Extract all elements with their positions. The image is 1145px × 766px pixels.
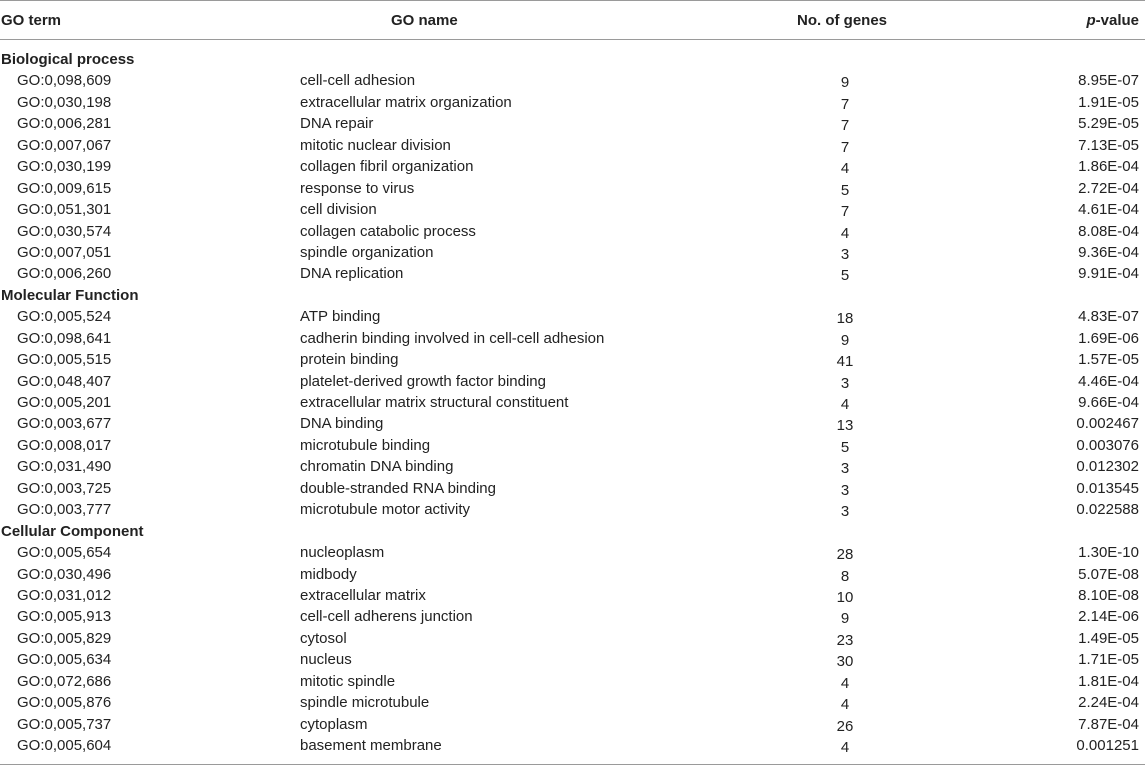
cell-gene-count-value: 8	[840, 567, 850, 585]
cell-go-term: GO:0,003,777	[17, 501, 112, 519]
cell-p-value: 9.36E-04	[1078, 243, 1139, 261]
cell-gene-count-value: 3	[840, 245, 850, 263]
cell-p-value: 8.08E-04	[1078, 222, 1139, 240]
cell-go-name: DNA replication	[300, 265, 404, 283]
header-go-name: GO name	[391, 12, 458, 29]
cell-gene-count-value: 10	[836, 588, 854, 606]
cell-p-value: 7.87E-04	[1078, 715, 1139, 733]
cell-gene-count-value: 7	[840, 203, 850, 221]
cell-gene-count-value: 3	[840, 481, 850, 499]
cell-p-value: 1.30E-10	[1078, 544, 1139, 562]
cell-go-term: GO:0,051,301	[17, 201, 112, 219]
cell-go-term: GO:0,098,609	[17, 72, 112, 90]
section-label: Molecular Function	[1, 286, 139, 304]
cell-go-name: spindle organization	[300, 243, 434, 261]
cell-gene-count-value: 5	[840, 181, 850, 199]
cell-go-term: GO:0,003,677	[17, 415, 112, 433]
cell-p-value: 5.29E-05	[1078, 115, 1139, 133]
cell-p-value: 1.91E-05	[1078, 93, 1139, 111]
cell-gene-count-value: 4	[840, 160, 850, 178]
table-row	[0, 692, 1145, 713]
cell-go-name: cell-cell adhesion	[300, 72, 416, 90]
table-bottom-rule	[0, 764, 1145, 765]
cell-gene-count-value: 9	[840, 74, 850, 92]
cell-go-name: extracellular matrix organization	[300, 93, 512, 111]
header-p-value-italic: p	[1086, 12, 1096, 29]
cell-go-term: GO:0,031,012	[17, 586, 112, 604]
cell-go-term: GO:0,009,615	[17, 179, 112, 197]
cell-gene-count-value: 4	[840, 739, 850, 756]
cell-p-value: 1.57E-05	[1078, 351, 1139, 369]
cell-go-term: GO:0,005,829	[17, 629, 112, 647]
table-row	[0, 306, 1145, 327]
header-p-value	[1086, 12, 1139, 29]
table-row	[0, 735, 1145, 756]
cell-go-term: GO:0,030,198	[17, 93, 112, 111]
cell-go-term: GO:0,005,737	[17, 715, 112, 733]
cell-p-value: 1.71E-05	[1078, 651, 1139, 669]
cell-go-term: GO:0,005,654	[17, 544, 112, 562]
table-row	[0, 606, 1145, 627]
cell-go-name: platelet-derived growth factor binding	[300, 372, 546, 390]
cell-p-value: 4.46E-04	[1078, 372, 1139, 390]
cell-go-name: DNA binding	[300, 415, 384, 433]
table-row	[0, 499, 1145, 520]
cell-p-value: 1.69E-06	[1078, 329, 1139, 347]
cell-go-name: microtubule binding	[300, 436, 431, 454]
table-row	[0, 113, 1145, 134]
table-row	[0, 92, 1145, 113]
table-row	[0, 628, 1145, 649]
section-row	[0, 285, 1145, 306]
cell-gene-count-value: 4	[840, 696, 850, 714]
cell-gene-count-value: 7	[840, 95, 850, 113]
table-row	[0, 349, 1145, 370]
cell-go-name: cell division	[300, 201, 377, 219]
cell-go-term: GO:0,030,496	[17, 565, 112, 583]
section-row	[0, 49, 1145, 70]
cell-gene-count-value: 5	[840, 438, 850, 456]
cell-go-term: GO:0,005,524	[17, 308, 112, 326]
table-row	[0, 199, 1145, 220]
cell-gene-count-value: 4	[840, 224, 850, 242]
table-row	[0, 178, 1145, 199]
cell-gene-count-value: 41	[836, 353, 854, 371]
cell-go-name: extracellular matrix structural constituent	[300, 394, 569, 411]
cell-p-value: 0.001251	[1076, 737, 1139, 754]
cell-p-value: 0.012302	[1076, 458, 1139, 476]
cell-go-term: GO:0,098,641	[17, 329, 112, 347]
cell-gene-count-value: 23	[836, 631, 854, 649]
cell-go-name: midbody	[300, 565, 357, 583]
cell-p-value: 1.49E-05	[1078, 629, 1139, 647]
cell-gene-count-value: 3	[840, 460, 850, 478]
cell-go-name: microtubule motor activity	[300, 501, 471, 519]
cell-go-term: GO:0,030,199	[17, 158, 112, 176]
cell-go-name: collagen fibril organization	[300, 158, 474, 176]
table-row	[0, 456, 1145, 477]
cell-gene-count-value: 3	[840, 503, 850, 521]
cell-go-term: GO:0,005,913	[17, 608, 112, 626]
cell-go-name: spindle microtubule	[300, 694, 430, 712]
table-row	[0, 542, 1145, 563]
cell-go-term: GO:0,005,634	[17, 651, 112, 669]
cell-go-name: basement membrane	[300, 737, 442, 754]
cell-gene-count-value: 18	[836, 310, 854, 328]
cell-go-term: GO:0,072,686	[17, 672, 112, 690]
cell-gene-count-value: 30	[836, 653, 854, 671]
table-row	[0, 135, 1145, 156]
header-no-of-genes: No. of genes	[797, 12, 888, 29]
cell-gene-count-value: 7	[840, 117, 850, 135]
cell-go-term: GO:0,007,067	[17, 136, 112, 154]
cell-gene-count-value: 13	[836, 417, 854, 435]
section-row	[0, 521, 1145, 542]
table-row	[0, 156, 1145, 177]
cell-p-value: 9.66E-04	[1078, 394, 1139, 411]
cell-go-name: cytoplasm	[300, 715, 368, 733]
table-body	[0, 49, 1145, 756]
table-row	[0, 585, 1145, 606]
cell-p-value: 2.72E-04	[1078, 179, 1139, 197]
cell-p-value: 8.10E-08	[1078, 586, 1139, 604]
table-row	[0, 714, 1145, 735]
table-row	[0, 328, 1145, 349]
cell-gene-count-value: 9	[840, 331, 850, 349]
header-p-value-suffix: -value	[1095, 12, 1139, 29]
table-row	[0, 478, 1145, 499]
cell-go-term: GO:0,005,201	[17, 394, 112, 411]
table-row	[0, 649, 1145, 670]
cell-go-term: GO:0,005,876	[17, 694, 112, 712]
cell-go-name: double-stranded RNA binding	[300, 479, 496, 497]
cell-go-name: DNA repair	[300, 115, 374, 133]
cell-p-value: 0.013545	[1076, 479, 1139, 497]
table-row	[0, 371, 1145, 392]
cell-go-name: mitotic spindle	[300, 672, 396, 690]
cell-p-value: 1.86E-04	[1078, 158, 1139, 176]
cell-go-term: GO:0,003,725	[17, 479, 112, 497]
cell-gene-count-value: 4	[840, 396, 850, 413]
header-go-term: GO term	[1, 12, 62, 29]
cell-go-name: cell-cell adherens junction	[300, 608, 473, 626]
cell-go-name: ATP binding	[300, 308, 381, 326]
cell-gene-count-value: 7	[840, 138, 850, 156]
table-row	[0, 564, 1145, 585]
cell-p-value: 7.13E-05	[1078, 136, 1139, 154]
cell-p-value: 4.83E-07	[1078, 308, 1139, 326]
cell-go-term: GO:0,005,515	[17, 351, 112, 369]
cell-go-name: protein binding	[300, 351, 399, 369]
table-header	[0, 1, 1145, 40]
cell-go-term: GO:0,008,017	[17, 436, 112, 454]
cell-gene-count-value: 26	[836, 717, 854, 735]
cell-p-value: 0.003076	[1076, 436, 1139, 454]
table-row	[0, 392, 1145, 413]
cell-p-value: 2.14E-06	[1078, 608, 1139, 626]
section-label: Biological process	[1, 51, 135, 68]
table-row	[0, 671, 1145, 692]
cell-gene-count-value: 3	[840, 374, 850, 392]
cell-go-name: nucleoplasm	[300, 544, 385, 562]
cell-p-value: 8.95E-07	[1078, 72, 1139, 90]
cell-p-value: 2.24E-04	[1078, 694, 1139, 712]
cell-p-value: 4.61E-04	[1078, 201, 1139, 219]
cell-go-term: GO:0,006,281	[17, 115, 112, 133]
table-row	[0, 263, 1145, 284]
cell-p-value: 0.022588	[1076, 501, 1139, 519]
table-row	[0, 221, 1145, 242]
cell-go-term: GO:0,030,574	[17, 222, 112, 240]
cell-go-name: mitotic nuclear division	[300, 136, 451, 154]
cell-gene-count-value: 5	[840, 267, 850, 285]
section-label: Cellular Component	[1, 522, 144, 540]
cell-p-value: 0.002467	[1076, 415, 1139, 433]
cell-p-value: 9.91E-04	[1078, 265, 1139, 283]
table-row	[0, 242, 1145, 263]
cell-go-name: cadherin binding involved in cell-cell adhesion	[300, 329, 605, 347]
cell-gene-count-value: 4	[840, 674, 850, 692]
cell-go-term: GO:0,048,407	[17, 372, 112, 390]
cell-gene-count-value: 28	[836, 546, 854, 564]
cell-go-name: extracellular matrix	[300, 586, 426, 604]
cell-p-value: 5.07E-08	[1078, 565, 1139, 583]
table-row	[0, 435, 1145, 456]
cell-go-name: nucleus	[300, 651, 352, 669]
cell-go-name: collagen catabolic process	[300, 222, 476, 240]
cell-go-name: chromatin DNA binding	[300, 458, 454, 476]
cell-go-term: GO:0,031,490	[17, 458, 112, 476]
cell-go-term: GO:0,005,604	[17, 737, 112, 754]
cell-go-term: GO:0,006,260	[17, 265, 112, 283]
cell-gene-count-value: 9	[840, 610, 850, 628]
cell-go-name: response to virus	[300, 179, 415, 197]
table-row	[0, 413, 1145, 434]
cell-go-term: GO:0,007,051	[17, 243, 112, 261]
cell-p-value: 1.81E-04	[1078, 672, 1139, 690]
table-row	[0, 70, 1145, 91]
cell-go-name: cytosol	[300, 629, 347, 647]
